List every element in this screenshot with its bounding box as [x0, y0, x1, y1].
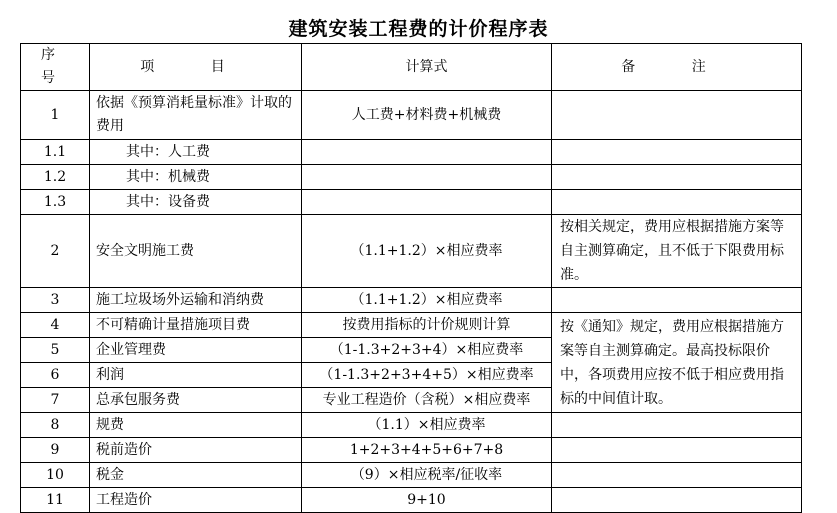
row-no: 11 [21, 488, 90, 513]
table-row [21, 288, 802, 313]
row-note [552, 140, 802, 165]
row-note [552, 288, 802, 313]
row-formula: （9）×相应税率/征收率 [302, 463, 552, 488]
row-item: 总承包服务费 [90, 388, 302, 413]
row-no: 6 [21, 363, 90, 388]
table-row [21, 215, 802, 288]
row-no: 5 [21, 338, 90, 363]
table-row [21, 463, 802, 488]
row-no: 1.1 [21, 140, 90, 165]
row-note [552, 165, 802, 190]
row-note: 按相关规定，费用应根据措施方案等自主测算确定，且不低于下限费用标准。 [552, 215, 802, 288]
row-no: 3 [21, 288, 90, 313]
row-note [552, 413, 802, 438]
row-no: 7 [21, 388, 90, 413]
row-item: 利润 [90, 363, 302, 388]
row-no: 4 [21, 313, 90, 338]
page-title: 建筑安装工程费的计价程序表 [288, 18, 549, 40]
row-formula: （1.1+1.2）×相应费率 [302, 215, 552, 288]
header-no: 序 号 [21, 44, 90, 91]
row-no: 8 [21, 413, 90, 438]
header-note: 备 注 [552, 44, 802, 91]
table-row [21, 91, 802, 140]
row-item: 税金 [90, 463, 302, 488]
table-row [21, 438, 802, 463]
table-header-row [21, 44, 802, 91]
row-note [552, 488, 802, 513]
table-row [21, 140, 802, 165]
row-item: 其中：人工费 [90, 140, 302, 165]
table-row [21, 190, 802, 215]
row-formula: （1.1+1.2）×相应费率 [302, 288, 552, 313]
row-formula: （1.1）×相应费率 [302, 413, 552, 438]
row-no: 1 [21, 91, 90, 140]
row-formula [302, 140, 552, 165]
row-item: 施工垃圾场外运输和消纳费 [90, 288, 302, 313]
pricing-procedure-table [20, 43, 802, 513]
row-item: 依据《预算消耗量标准》计取的费用 [90, 91, 302, 140]
row-item: 其中：设备费 [90, 190, 302, 215]
header-item: 项 目 [90, 44, 302, 91]
row-item: 不可精确计量措施项目费 [90, 313, 302, 338]
row-formula: （1-1.3+2+3+4）×相应费率 [302, 338, 552, 363]
table-row [21, 165, 802, 190]
table-row [21, 488, 802, 513]
row-item: 其中：机械费 [90, 165, 302, 190]
row-no: 10 [21, 463, 90, 488]
row-no: 2 [21, 215, 90, 288]
row-formula: 按费用指标的计价规则计算 [302, 313, 552, 338]
row-note [552, 463, 802, 488]
row-item: 规费 [90, 413, 302, 438]
row-item: 税前造价 [90, 438, 302, 463]
row-formula: 1+2+3+4+5+6+7+8 [302, 438, 552, 463]
row-note [552, 91, 802, 140]
row-formula: 专业工程造价（含税）×相应费率 [302, 388, 552, 413]
row-no: 9 [21, 438, 90, 463]
row-no: 1.2 [21, 165, 90, 190]
row-note [552, 438, 802, 463]
row-formula: （1-1.3+2+3+4+5）×相应费率 [302, 363, 552, 388]
row-item: 工程造价 [90, 488, 302, 513]
header-formula: 计算式 [302, 44, 552, 91]
row-formula: 人工费+材料费+机械费 [302, 91, 552, 140]
row-formula [302, 190, 552, 215]
row-no: 1.3 [21, 190, 90, 215]
row-item: 安全文明施工费 [90, 215, 302, 288]
row-note [552, 190, 802, 215]
row-formula: 9+10 [302, 488, 552, 513]
table-row [21, 413, 802, 438]
row-item: 企业管理费 [90, 338, 302, 363]
row-formula [302, 165, 552, 190]
table-row [21, 313, 802, 338]
row-note: 按《通知》规定，费用应根据措施方案等自主测算确定。最高投标限价中，各项费用应按不低于相应费用指标的中间值计取。 [552, 313, 802, 413]
